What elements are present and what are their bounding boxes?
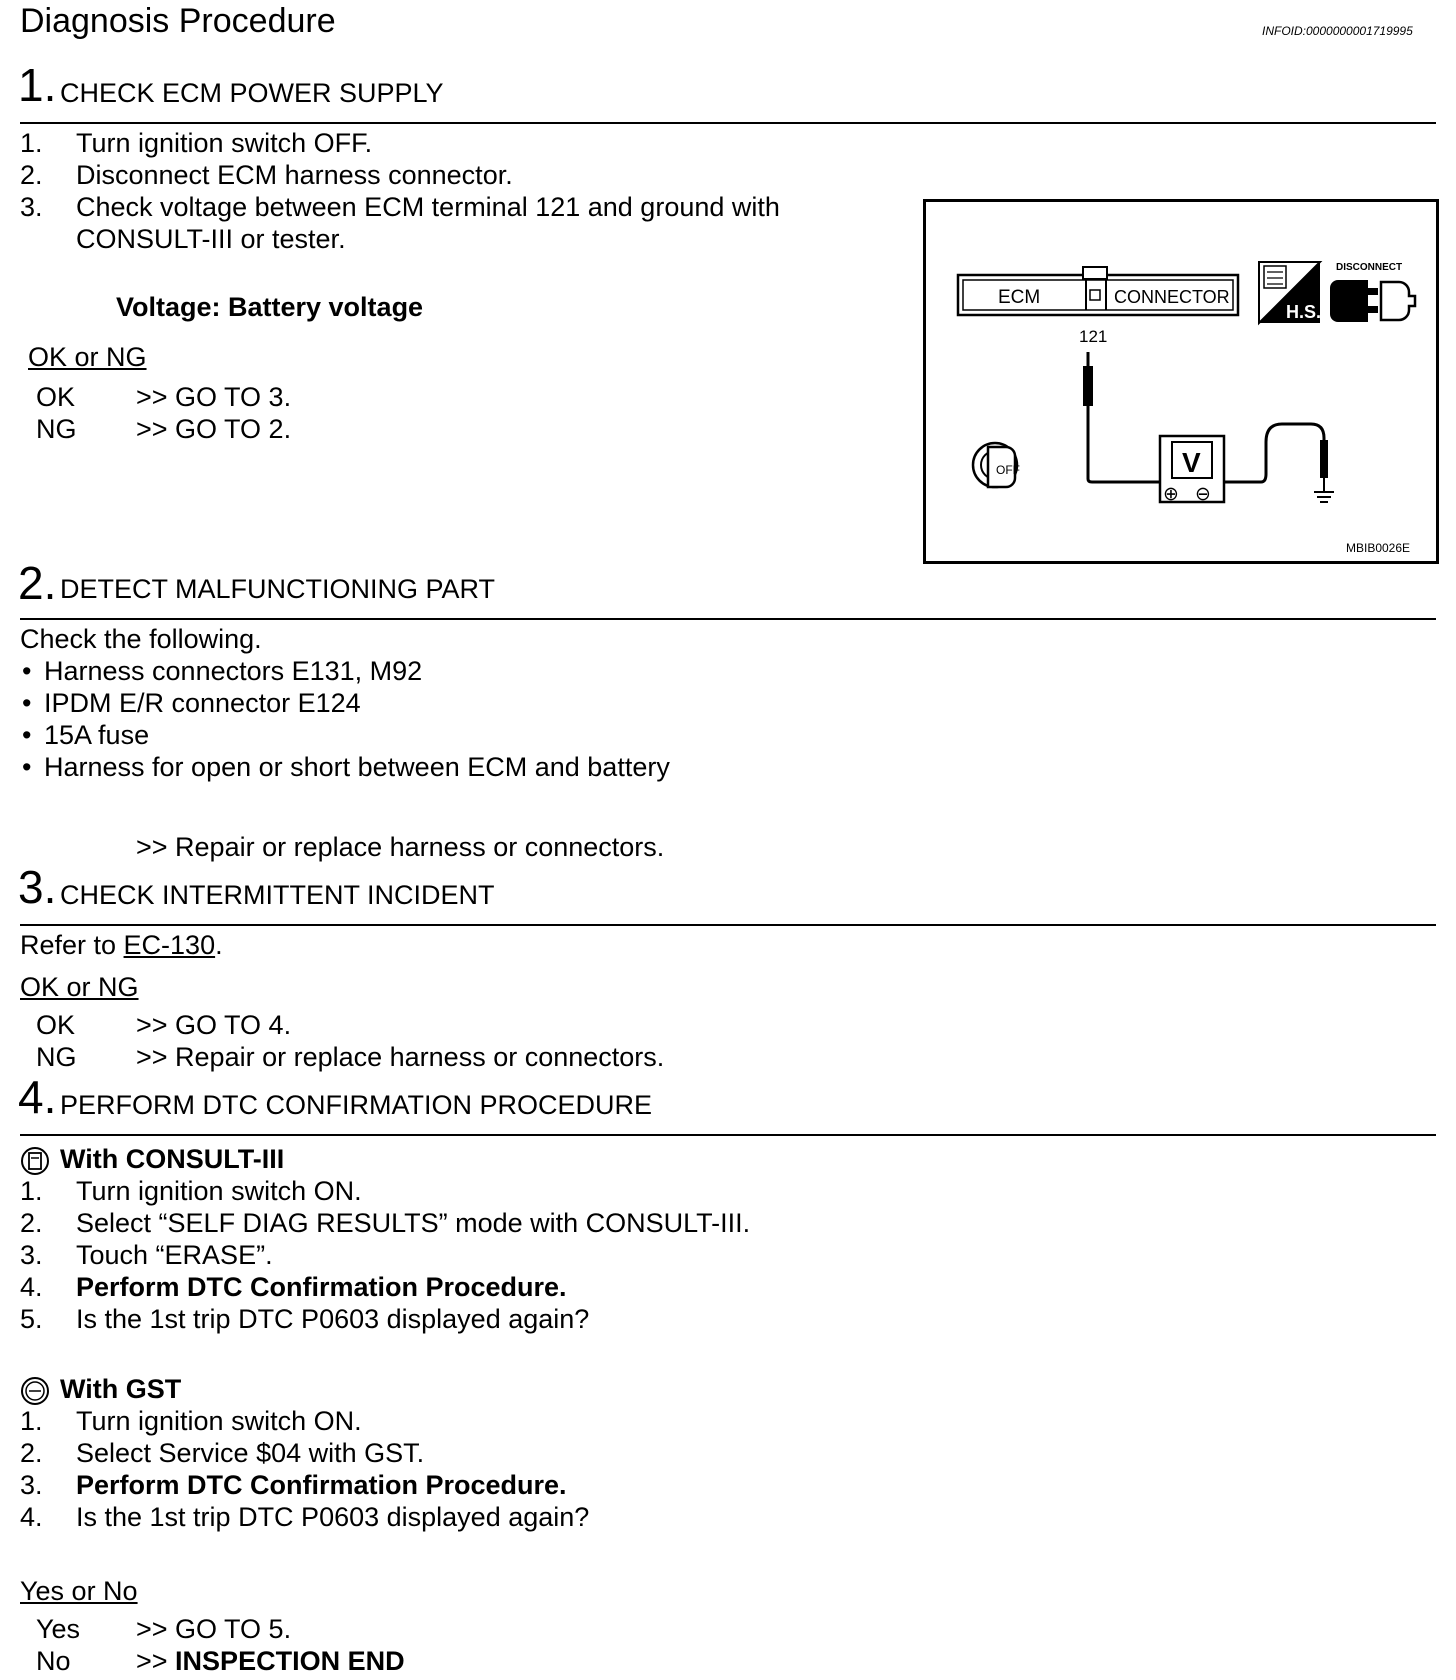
gst-item-4-num: 4. [20,1502,43,1532]
consult-item-1-num: 1. [20,1176,43,1206]
step2-action: >> Repair or replace harness or connectors. [136,832,665,862]
key-label: OFF [996,463,1020,477]
step2-bullet-2: IPDM E/R connector E124 [44,688,361,718]
consult-item-5-num: 5. [20,1304,43,1334]
hs-label: H.S. [1286,302,1322,322]
inspection-end: INSPECTION END [175,1646,405,1676]
step1-result-ok-key: OK [36,382,76,412]
step2-number: 2. [18,557,57,609]
result-no-prefix: >> [136,1646,176,1676]
ground-icon [1314,478,1334,502]
step3-result-ng: >> Repair or replace harness or connectors. [136,1042,665,1072]
consult-item-4-num: 4. [20,1272,43,1302]
step4-result-yes-key: Yes [36,1614,81,1644]
refer-prefix: Refer to [20,930,124,960]
step2-intro: Check the following. [20,624,262,654]
step1-result-ng: >> GO TO 2. [136,414,292,444]
consult-item-2-num: 2. [20,1208,43,1238]
step4-judge: Yes or No [20,1576,138,1606]
probe-tip [1083,366,1093,406]
gst-item-1-num: 1. [20,1406,43,1436]
gst-item-3-num: 3. [20,1470,43,1500]
bullet-dot: • [22,720,32,750]
consult-item-1: Turn ignition switch ON. [76,1176,362,1206]
step4-result-no [136,1646,405,1677]
step1-rule [20,122,1436,124]
gst-item-2-num: 2. [20,1438,43,1468]
step1-number: 1. [18,59,57,111]
step1-item-1-num: 1. [20,128,43,158]
terminal-label: 121 [1079,327,1108,346]
step3-result-ok: >> GO TO 4. [136,1010,292,1040]
refer-suffix: . [215,930,223,960]
step1-spec: Voltage: Battery voltage [116,292,424,322]
step2-bullet-1: Harness connectors E131, M92 [44,656,423,686]
step1-result-ok: >> GO TO 3. [136,382,292,412]
step4-title: PERFORM DTC CONFIRMATION PROCEDURE [60,1090,652,1120]
step3-rule [20,924,1436,926]
consult-item-3-num: 3. [20,1240,43,1270]
step3-number: 3. [18,861,57,913]
step4-rule [20,1134,1436,1136]
step3-result-ng-key: NG [36,1042,77,1072]
step3-title: CHECK INTERMITTENT INCIDENT [60,880,495,910]
plus-terminal: ⊕ [1163,483,1179,505]
consult-item-4: Perform DTC Confirmation Procedure. [76,1272,567,1302]
step1-title: CHECK ECM POWER SUPPLY [60,78,444,108]
bullet-dot: • [22,656,32,686]
step3-refer [20,930,223,961]
info-id: INFOID:0000000001719995 [1262,24,1413,38]
bullet-dot: • [22,752,32,782]
step2-bullet-4: Harness for open or short between ECM and battery [44,752,670,782]
consult-icon [20,1146,50,1176]
gst-item-1: Turn ignition switch ON. [76,1406,362,1436]
consult-item-3: Touch “ERASE”. [76,1240,273,1270]
meter-label: V [1182,447,1201,478]
step1-item-3-line2: CONSULT-III or tester. [76,224,346,254]
gst-item-4: Is the 1st trip DTC P0603 displayed again? [76,1502,590,1532]
page-title: Diagnosis Procedure [20,2,336,40]
ecm-voltage-figure [923,199,1439,564]
figure-code: MBIB0026E [1346,541,1411,555]
connector-label: CONNECTOR [1114,287,1230,307]
step4-result-yes: >> GO TO 5. [136,1614,292,1644]
step1-judge: OK or NG [28,342,147,372]
gst-item-2: Select Service $04 with GST. [76,1438,425,1468]
step3-judge: OK or NG [20,972,139,1002]
step2-bullet-3: 15A fuse [44,720,150,750]
step1-item-3-num: 3. [20,192,43,222]
step3-result-ok-key: OK [36,1010,76,1040]
gst-icon [20,1376,50,1406]
gst-heading: With GST [60,1374,182,1404]
step4-result-no-key: No [36,1646,71,1676]
minus-terminal: ⊖ [1195,483,1211,505]
consult-item-5: Is the 1st trip DTC P0603 displayed again? [76,1304,590,1334]
step4-number: 4. [18,1071,57,1123]
disconnect-icon [1330,280,1415,322]
step2-rule [20,618,1436,620]
step1-item-3-line1: Check voltage between ECM terminal 121 and ground with [76,192,780,222]
bullet-dot: • [22,688,32,718]
consult-item-2: Select “SELF DIAG RESULTS” mode with CONSULT-III. [76,1208,751,1238]
step1-item-1: Turn ignition switch OFF. [76,128,373,158]
consult-heading: With CONSULT-III [60,1144,285,1174]
ec-130-link[interactable]: EC-130 [123,930,216,960]
step2-title: DETECT MALFUNCTIONING PART [60,574,496,604]
step1-item-2: Disconnect ECM harness connector. [76,160,513,190]
step1-item-2-num: 2. [20,160,43,190]
gst-item-3: Perform DTC Confirmation Procedure. [76,1470,567,1500]
step1-result-ng-key: NG [36,414,77,444]
ecm-label: ECM [998,287,1041,308]
disconnect-label: DISCONNECT [1336,262,1403,273]
